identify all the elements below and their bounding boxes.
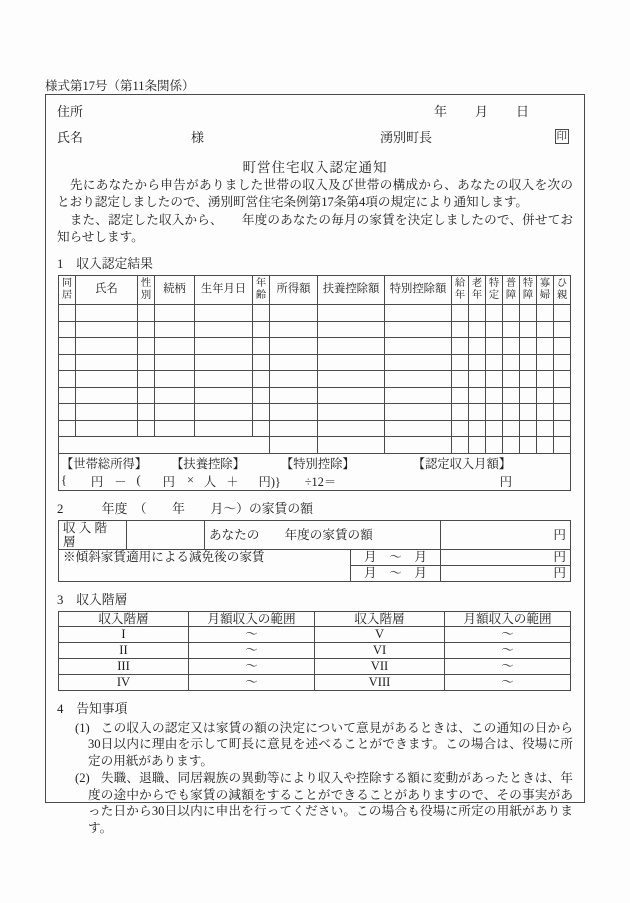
col-pension: 給年	[452, 276, 469, 305]
day-label: 日	[515, 104, 529, 119]
rent-yen-cell: 円	[441, 565, 571, 581]
bracket-row: I ～ V ～	[59, 626, 571, 642]
col-elderly: 老年	[469, 276, 486, 305]
bracket-col-1: 収入階層	[59, 611, 189, 626]
section2-heading: 2 年度 （ 年 月～）の家賃の額	[57, 501, 313, 516]
intro-paragraph-1: 先にあなたから申告がありました世帯の収入及び世帯の構成から、あなたの収入を次のとおり認定しましたので、湧別町営住宅条例第17条第4項の規定により通知します。	[57, 178, 573, 209]
section3-heading: 3 収入階層	[57, 592, 128, 607]
table-totals-row	[59, 437, 571, 454]
col-income: 所得額	[270, 276, 318, 305]
income-bracket-value-cell	[127, 520, 205, 549]
bracket-row: III ～ VII ～	[59, 658, 571, 674]
income-bracket-table	[58, 611, 571, 691]
col-single-parent: ひ親	[554, 276, 571, 305]
notice-item-1-marker: (1)	[75, 720, 90, 735]
rent-row-1	[59, 520, 571, 549]
col-relation: 続柄	[155, 276, 195, 305]
table-row	[59, 404, 571, 421]
table-row	[59, 420, 571, 437]
letterhead-address-row	[57, 101, 573, 120]
col-special-deduction: 特別控除額	[385, 276, 452, 305]
household-income-label: 【世帯総所得】	[61, 456, 148, 471]
income-certification-table	[58, 275, 571, 491]
notice-item-1	[57, 720, 573, 770]
bracket-col-2: 月額収入の範囲	[189, 611, 315, 626]
col-general-disability: 普障	[503, 276, 520, 305]
table-row	[59, 338, 571, 355]
month-label: 月	[474, 104, 488, 119]
dependent-deduction-label: 【扶養控除】	[171, 456, 245, 471]
income-table-header-row	[59, 276, 571, 305]
col-cohabit: 同居	[59, 276, 76, 305]
honorific-label: 様	[191, 130, 205, 145]
name-label: 氏名	[57, 130, 84, 145]
col-name: 氏名	[76, 276, 138, 305]
income-formula: { 円 － ( 円 × 人 ＋ 円)} ÷12＝ 円	[61, 473, 512, 489]
sender-name: 湧別町長	[380, 130, 433, 145]
table-row	[59, 387, 571, 404]
summary-labels-row	[59, 453, 571, 472]
table-row	[59, 354, 571, 371]
intro-paragraph-2: また、認定した収入から、 年度のあなたの毎月の家賃を決定しましたので、併せてお知らせします。	[57, 213, 573, 244]
table-row	[59, 305, 571, 322]
notice-item-1-text: この収入の認定又は家賃の額の決定について意見があるときは、この通知の日から30日以内に理由を示して町長に意見を述べることができます。この場合は、役場に所定の用紙があります。	[88, 720, 573, 768]
notice-item-2	[57, 770, 573, 836]
bracket-col-3: 収入階層	[315, 611, 445, 626]
rent-row-2	[59, 549, 571, 565]
seal-mark: 印	[556, 131, 567, 142]
page-title: 町営住宅収入認定通知	[242, 160, 388, 175]
notice-frame	[45, 94, 585, 835]
col-age: 年齢	[253, 276, 270, 305]
period-cell: 月 ～ 月	[351, 549, 441, 565]
col-widow: 寡婦	[537, 276, 554, 305]
form-number-label: 様式第17号（第11条関係）	[45, 79, 195, 93]
col-special-disability: 特障	[520, 276, 537, 305]
bracket-row: II ～ VI ～	[59, 642, 571, 658]
your-rent-label: あなたの 年度の家賃の額	[205, 520, 441, 549]
rent-amount-table	[58, 520, 571, 582]
special-deduction-label: 【特別控除】	[280, 456, 355, 471]
col-sex: 性別	[138, 276, 155, 305]
col-dependent-deduction: 扶養控除額	[318, 276, 385, 305]
rent-yen-cell: 円	[441, 520, 571, 549]
date-fields	[434, 101, 529, 120]
notice-item-2-text: 失職、退職、同居親族の異動等により収入や控除する額に変動があったときは、年度の途中からでも家賃の減額をすることができることがありますので、その事実があった日から30日以内に申出を行ってください。この場合も役場に所定の用紙があります。	[88, 771, 573, 835]
income-bracket-label: 収 入 階 層	[59, 520, 127, 549]
address-label: 住所	[57, 104, 84, 119]
col-birthdate: 生年月日	[195, 276, 253, 305]
rent-yen-cell: 円	[441, 549, 571, 565]
letterhead-name-row	[57, 127, 573, 146]
section4-heading: 4 告知事項	[57, 701, 128, 716]
certified-monthly-income-label: 【認定収入月額】	[412, 456, 512, 471]
section1-heading: 1 収入認定結果	[57, 257, 153, 271]
summary-formula-row	[59, 472, 571, 491]
table-row	[59, 371, 571, 388]
col-specified: 特定	[486, 276, 503, 305]
period-cell: 月 ～ 月	[351, 565, 441, 581]
reduced-rent-label: ※傾斜家賃適用による減免後の家賃	[59, 549, 351, 581]
bracket-col-4: 月額収入の範囲	[445, 611, 571, 626]
bracket-header-row	[59, 611, 571, 626]
notice-item-2-marker: (2)	[75, 771, 90, 785]
bracket-row: IV ～ VIII ～	[59, 674, 571, 690]
year-label: 年	[433, 104, 447, 119]
table-row	[59, 321, 571, 338]
